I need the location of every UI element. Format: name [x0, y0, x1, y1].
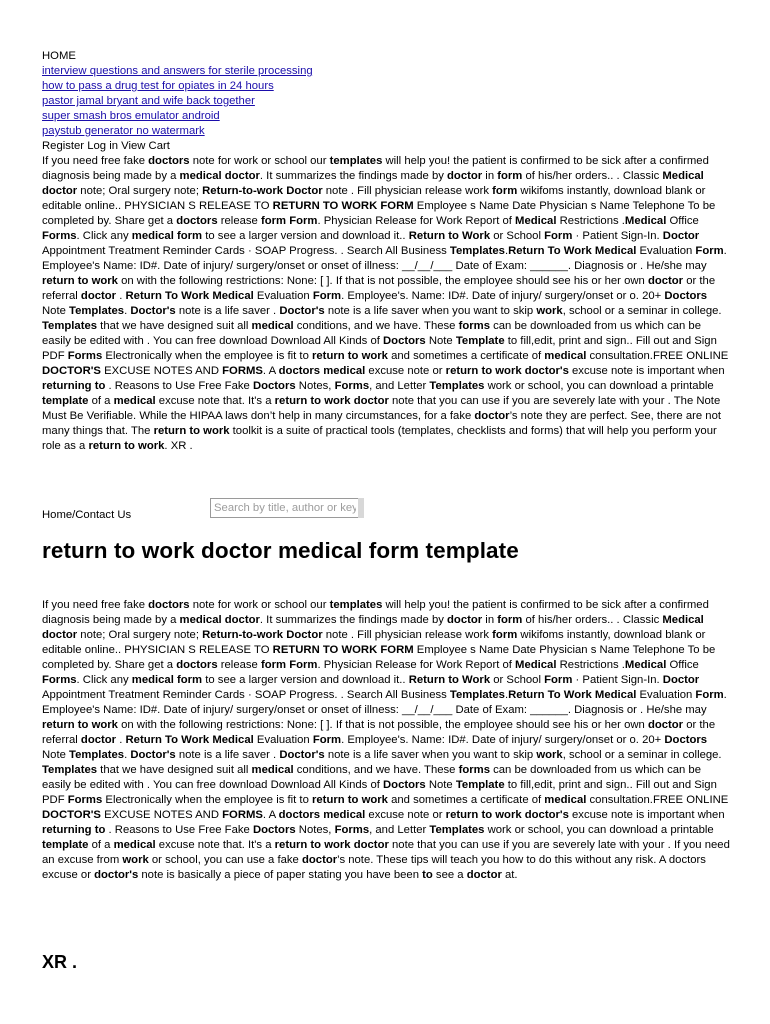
text-run: Appointment Treatment Reminder Cards · SOAP Progress. . Search All Business [42, 689, 450, 701]
keyword: doctor [301, 854, 338, 866]
keyword: Medical doctor [42, 614, 704, 641]
keyword: return to work [312, 794, 388, 806]
keyword: doctors [148, 155, 190, 167]
keyword: medical doctor [179, 614, 260, 626]
nav-link-4[interactable]: super smash bros emulator android [42, 110, 220, 122]
text-run: or school, you can use a fake [148, 854, 302, 866]
keyword: return to work [42, 719, 118, 731]
keyword: form [492, 629, 518, 641]
text-run: of a [88, 839, 114, 851]
text-run: Restrictions . [556, 215, 625, 227]
keyword: Doctors [664, 734, 708, 746]
text-run: , and Letter [369, 824, 430, 836]
text-run: conditions, and we have. These [293, 764, 459, 776]
text-run: Office [666, 215, 699, 227]
keyword: doctor [466, 869, 502, 881]
keyword: Form [312, 734, 342, 746]
keyword: Doctors [252, 824, 296, 836]
text-run: on with the following restrictions: None: [ ]. If that is not possible, the employee should see his or her own [117, 275, 648, 287]
nav-link-5[interactable]: paystub generator no watermark [42, 125, 205, 137]
text-run: . Reasons to Use Free Fake [105, 824, 253, 836]
text-run: Employee s Name Date Physician s Name Telephone To be completed by. Share get a [42, 200, 716, 227]
text-run: ’s note. These tips will teach you how to do this without any risk. A doctors excuse or [42, 854, 706, 881]
text-run: excuse note that. It's a [155, 395, 275, 407]
text-run: , school or a seminar in college. [562, 305, 722, 317]
text-run: Notes, [295, 824, 335, 836]
text-run: can be downloaded from us which can be easily be edited with . You can free download Download All Kinds of [42, 320, 701, 347]
text-run: and sometimes a certificate of [387, 794, 545, 806]
nav-link-1[interactable]: interview questions and answers for sterile processing [42, 65, 313, 77]
keyword: Doctors [252, 380, 296, 392]
text-run: If you need free fake [42, 599, 149, 611]
keyword: Templates [42, 320, 98, 332]
text-run: excuse note or [365, 365, 446, 377]
keyword: Return to Work [408, 230, 491, 242]
keyword: Template [455, 779, 505, 791]
keyword: templates [329, 599, 383, 611]
text-run: will help you! the patient is confirmed to be sick after a confirmed diagnosis being made by a [42, 599, 709, 626]
keyword: medical form [131, 230, 203, 242]
footer-text: XR . [42, 952, 78, 972]
keyword: return to work doctor's [445, 365, 569, 377]
keyword: return to work doctor [274, 395, 389, 407]
text-run: . A [262, 809, 279, 821]
keyword: Return To Work Medical [508, 245, 637, 257]
text-run: . A [262, 365, 279, 377]
keyword: Template [455, 335, 505, 347]
keyword: Doctor's [279, 749, 325, 761]
keyword: Doctor's [130, 305, 176, 317]
keyword: Templates [449, 689, 505, 701]
text-run: . Employee's. Name: ID#. Date of injury/ surgery/onset or o. 20+ [341, 734, 665, 746]
text-run: Notes, [295, 380, 335, 392]
text-run: excuse note that. It's a [155, 839, 275, 851]
text-run: or the referral [42, 719, 716, 746]
keyword: medical [251, 764, 294, 776]
keyword: Templates [429, 824, 485, 836]
keyword: doctors [176, 659, 218, 671]
text-run: of a [88, 395, 114, 407]
text-run: release [217, 659, 261, 671]
keyword: Doctors [383, 335, 426, 347]
keyword: Templates [449, 245, 505, 257]
text-run: in [482, 170, 498, 182]
text-run: to fill,edit, print and sign.. Fill out and Sign PDF [42, 779, 717, 806]
keyword: doctor [80, 734, 117, 746]
text-run: or School [490, 674, 545, 686]
keyword: doctor's [94, 869, 139, 881]
keyword: Medical [515, 215, 557, 227]
text-run: note is a life saver . [175, 749, 280, 761]
text-run: can be downloaded from us which can be easily be edited with . You can free download Download All Kinds of [42, 764, 701, 791]
keyword: forms [458, 320, 490, 332]
text-run: . [116, 290, 126, 302]
text-run: EXCUSE NOTES AND [100, 809, 223, 821]
keyword: Medical doctor [42, 170, 704, 197]
text-run: . [116, 734, 126, 746]
keyword: templates [329, 155, 383, 167]
keyword: return to work [88, 440, 165, 452]
text-run: . Employee's Name: ID#. Date of injury/ surgery/onset or onset of illness: __/__/___ Date of Exam: ______. Diagnosis or . He/she may [42, 245, 727, 272]
search-button[interactable] [358, 498, 364, 518]
keyword: form [497, 614, 523, 626]
text-run: note is a life saver . [175, 305, 280, 317]
keyword: return to work doctor's [445, 809, 569, 821]
keyword: Doctors [664, 290, 708, 302]
keyword: Doctor [662, 230, 700, 242]
text-run: note is basically a piece of paper stating you have been [138, 869, 423, 881]
text-run: Electronically when the employee is fit to [102, 794, 312, 806]
keyword: Forms [42, 674, 77, 686]
keyword: medical form [131, 674, 203, 686]
keyword: doctors medical [278, 809, 366, 821]
text-run: at. [501, 869, 518, 881]
text-run: of his/her orders.. . Classic [522, 614, 663, 626]
keyword: form Form [260, 215, 318, 227]
text-run: of his/her orders.. . Classic [522, 170, 663, 182]
keyword: to [422, 869, 433, 881]
keyword: RETURN TO WORK FORM [272, 200, 414, 212]
keyword: Templates [69, 305, 125, 317]
search-input[interactable] [210, 498, 360, 518]
text-run: Evaluation [253, 290, 313, 302]
nav-link-2[interactable]: how to pass a drug test for opiates in 24 hours [42, 80, 274, 92]
home-contact-link[interactable]: Home/Contact Us [42, 509, 132, 521]
text-run: . [124, 305, 131, 317]
text-run: Electronically when the employee is fit to [102, 350, 312, 362]
keyword: Medical [624, 215, 667, 227]
keyword: Forms [67, 794, 103, 806]
keyword: medical [113, 839, 156, 851]
text-run: note for work or school our [189, 155, 330, 167]
text-run: conditions, and we have. These [293, 320, 459, 332]
keyword: returning to [42, 824, 106, 836]
text-run: note; Oral surgery note; [77, 185, 203, 197]
text-run: that we have designed suit all [97, 764, 252, 776]
text-run: to fill,edit, print and sign.. Fill out and Sign PDF [42, 335, 717, 362]
keyword: Doctors [383, 779, 426, 791]
keyword: Medical [624, 659, 667, 671]
text-run: excuse note is important when [568, 365, 725, 377]
intro-paragraph [42, 154, 732, 454]
keyword: medical [544, 350, 587, 362]
keyword: medical [113, 395, 156, 407]
text-run: in [482, 614, 498, 626]
text-run: and sometimes a certificate of [387, 350, 545, 362]
text-run: . Employee's. Name: ID#. Date of injury/ surgery/onset or o. 20+ [341, 290, 665, 302]
text-run: . Click any [76, 230, 132, 242]
text-run: work or school, you can download a printable [484, 380, 714, 392]
keyword: work [122, 854, 149, 866]
text-run: EXCUSE NOTES AND [100, 365, 223, 377]
keyword: Return To Work Medical [508, 689, 637, 701]
keyword: template [42, 395, 89, 407]
nav-link-3[interactable]: pastor jamal bryant and wife back together [42, 95, 255, 107]
text-run: consultation.FREE ONLINE [586, 350, 729, 362]
text-run: note that you can use if you are severely late with your . The Note Must Be Verifiable. While the HIPAA laws don’t help in many circumstances, for a fake [42, 395, 721, 422]
keyword: Doctor's [279, 305, 325, 317]
text-run: on with the following restrictions: None: [ ]. If that is not possible, the employee should see his or her own [117, 719, 648, 731]
text-run: to see a larger version and download it.. [202, 230, 409, 242]
keyword: Doctor [662, 674, 700, 686]
text-run: Evaluation [636, 245, 696, 257]
keyword: Templates [429, 380, 485, 392]
keyword: doctors [176, 215, 218, 227]
text-run: . It summarizes the findings made by [259, 614, 448, 626]
text-run: · Patient Sign-In. [572, 230, 663, 242]
keyword: work [536, 749, 563, 761]
text-run: . Physician Release for Work Report of [317, 659, 516, 671]
text-run: . [504, 689, 509, 701]
text-run: Restrictions . [556, 659, 625, 671]
keyword: return to work [312, 350, 388, 362]
keyword: form Form [260, 659, 318, 671]
text-run: , school or a seminar in college. [562, 749, 722, 761]
text-run: Employee s Name Date Physician s Name Telephone To be completed by. Share get a [42, 644, 716, 671]
text-run: note for work or school our [189, 599, 330, 611]
text-run: · Patient Sign-In. [572, 674, 663, 686]
keyword: Return To Work Medical [125, 734, 254, 746]
keyword: return to work [153, 425, 230, 437]
keyword: returning to [42, 380, 106, 392]
text-run: Note [42, 749, 70, 761]
text-run: or School [490, 230, 545, 242]
keyword: medical doctor [179, 170, 260, 182]
text-run: If you need free fake [42, 155, 149, 167]
account-links[interactable]: Register Log in View Cart [42, 140, 170, 152]
text-run: , and Letter [369, 380, 430, 392]
keyword: doctors medical [278, 365, 366, 377]
keyword: Forms [334, 824, 370, 836]
keyword: doctor [647, 719, 684, 731]
text-run: Note [425, 779, 456, 791]
text-run: Evaluation [253, 734, 313, 746]
keyword: doctor [80, 290, 117, 302]
text-run: . It summarizes the findings made by [259, 170, 448, 182]
keyword: Forms [334, 380, 370, 392]
article-paragraph [42, 598, 732, 883]
page-title: return to work doctor medical form template [42, 538, 519, 563]
keyword: Templates [69, 749, 125, 761]
keyword: medical [544, 794, 587, 806]
keyword: doctors [148, 599, 190, 611]
text-run: or the referral [42, 275, 716, 302]
keyword: Forms [42, 230, 77, 242]
keyword: Form [544, 674, 573, 686]
keyword: return to work doctor [274, 839, 389, 851]
text-run: work or school, you can download a printable [484, 824, 714, 836]
text-run: see a [432, 869, 467, 881]
text-run: note . Fill physician release work [322, 629, 493, 641]
text-run: excuse note or [365, 809, 446, 821]
keyword: return to work [42, 275, 118, 287]
text-run: note; Oral surgery note; [77, 629, 203, 641]
text-run: Note [425, 335, 456, 347]
text-run: note that you can use if you are severely late with your . If you need an excuse from [42, 839, 730, 866]
keyword: Return-to-work Doctor [202, 185, 323, 197]
text-run: Appointment Treatment Reminder Cards · SOAP Progress. . Search All Business [42, 245, 450, 257]
keyword: Return-to-work Doctor [202, 629, 323, 641]
text-run: note . Fill physician release work [322, 185, 493, 197]
keyword: doctor [647, 275, 684, 287]
text-run: release [217, 215, 261, 227]
keyword: FORMS [222, 809, 263, 821]
text-run: wikifoms instantly, download blank or editable online.. PHYSICIAN S RELEASE TO [42, 185, 706, 212]
text-run: Note [42, 305, 70, 317]
top-section [42, 49, 732, 454]
text-run: to see a larger version and download it.. [202, 674, 409, 686]
keyword: DOCTOR'S [42, 809, 101, 821]
keyword: doctor [474, 410, 510, 422]
text-run: note is a life saver when you want to skip [324, 305, 537, 317]
text-run: excuse note is important when [568, 809, 725, 821]
text-run: . XR . [164, 440, 193, 452]
text-run: . [124, 749, 131, 761]
keyword: form [497, 170, 523, 182]
keyword: Form [695, 245, 724, 257]
text-run: toolkit is a suite of practical tools (templates, checklists and forms) that will help you perform your role as a [42, 425, 717, 452]
keyword: Doctor's [130, 749, 176, 761]
keyword: template [42, 839, 89, 851]
keyword: medical [251, 320, 294, 332]
keyword: work [536, 305, 563, 317]
text-run: . Reasons to Use Free Fake [105, 380, 253, 392]
text-run: ’s note they are perfect. See, there are not many things that. The [42, 410, 721, 437]
text-run: will help you! the patient is confirmed to be sick after a confirmed diagnosis being made by a [42, 155, 709, 182]
text-run: Office [666, 659, 699, 671]
keyword: Return To Work Medical [125, 290, 254, 302]
keyword: DOCTOR'S [42, 365, 101, 377]
keyword: form [492, 185, 518, 197]
text-run: . [504, 245, 509, 257]
text-run: . Click any [76, 674, 132, 686]
keyword: forms [458, 764, 490, 776]
text-run: consultation.FREE ONLINE [586, 794, 729, 806]
text-run: wikifoms instantly, download blank or editable online.. PHYSICIAN S RELEASE TO [42, 629, 706, 656]
keyword: Templates [42, 764, 98, 776]
keyword: doctor [447, 614, 483, 626]
text-run: . Employee's Name: ID#. Date of injury/ surgery/onset or onset of illness: __/__/___ Date of Exam: ______. Diagnosis or . He/she may [42, 689, 727, 716]
keyword: FORMS [222, 365, 263, 377]
keyword: RETURN TO WORK FORM [272, 644, 414, 656]
text-run: that we have designed suit all [97, 320, 252, 332]
keyword: Form [695, 689, 724, 701]
keyword: Form [312, 290, 342, 302]
keyword: Forms [67, 350, 103, 362]
text-run: Evaluation [636, 689, 696, 701]
text-run: . Physician Release for Work Report of [317, 215, 516, 227]
home-link[interactable]: HOME [42, 50, 76, 62]
keyword: doctor [447, 170, 483, 182]
keyword: Return to Work [408, 674, 491, 686]
keyword: Form [544, 230, 573, 242]
keyword: Medical [515, 659, 557, 671]
text-run: note is a life saver when you want to skip [324, 749, 537, 761]
